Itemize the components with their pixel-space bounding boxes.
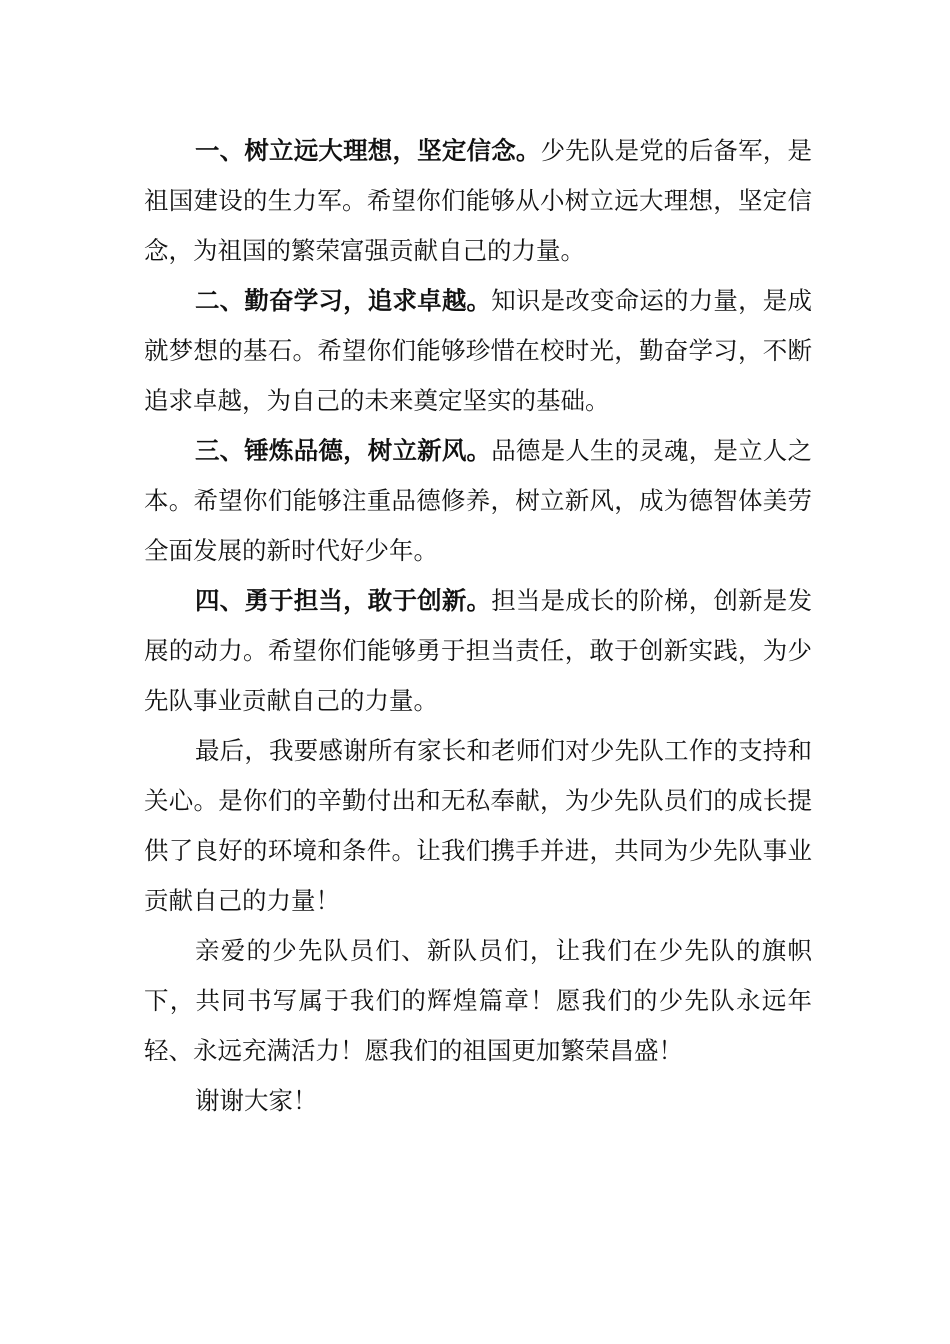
- paragraph-closing-wishes: [144, 926, 812, 1076]
- paragraph-character: [144, 426, 812, 576]
- paragraph-thank-you: [144, 1076, 812, 1126]
- paragraph-text: 亲爱的少先队员们、新队员们，让我们在少先队的旗帜下，共同书写属于我们的辉煌篇章！愿我们的少先队永远年轻、永远充满活力！愿我们的祖国更加繁荣昌盛！: [144, 936, 812, 1065]
- paragraph-text: 知识是改变命运的力量，是成就梦想的基石。希望你们能够珍惜在校时光，勤奋学习，不断追求卓越，为自己的未来奠定坚实的基础。: [144, 286, 812, 415]
- paragraph-study: [144, 276, 812, 426]
- paragraph-innovation: [144, 576, 812, 726]
- document-body: [144, 126, 812, 1126]
- paragraph-heading: 一、树立远大理想，坚定信念。: [195, 136, 541, 165]
- paragraph-text: 少先队是党的后备军，是祖国建设的生力军。希望你们能够从小树立远大理想，坚定信念，为祖国的繁荣富强贡献自己的力量。: [144, 136, 812, 265]
- paragraph-text: 担当是成长的阶梯，创新是发展的动力。希望你们能够勇于担当责任，敢于创新实践，为少先队事业贡献自己的力量。: [144, 586, 812, 715]
- paragraph-heading: 三、锤炼品德，树立新风。: [195, 436, 492, 465]
- paragraph-heading: 四、勇于担当，敢于创新。: [195, 586, 492, 615]
- paragraph-text: 最后，我要感谢所有家长和老师们对少先队工作的支持和关心。是你们的辛勤付出和无私奉献，为少先队员们的成长提供了良好的环境和条件。让我们携手并进，共同为少先队事业贡献自己的力量！: [144, 736, 812, 915]
- paragraph-thanks-parents: [144, 726, 812, 926]
- paragraph-text: 谢谢大家！: [195, 1086, 318, 1115]
- paragraph-ideals: [144, 126, 812, 276]
- paragraph-text: 品德是人生的灵魂，是立人之本。希望你们能够注重品德修养，树立新风，成为德智体美劳全面发展的新时代好少年。: [144, 436, 812, 565]
- paragraph-heading: 二、勤奋学习，追求卓越。: [195, 286, 492, 315]
